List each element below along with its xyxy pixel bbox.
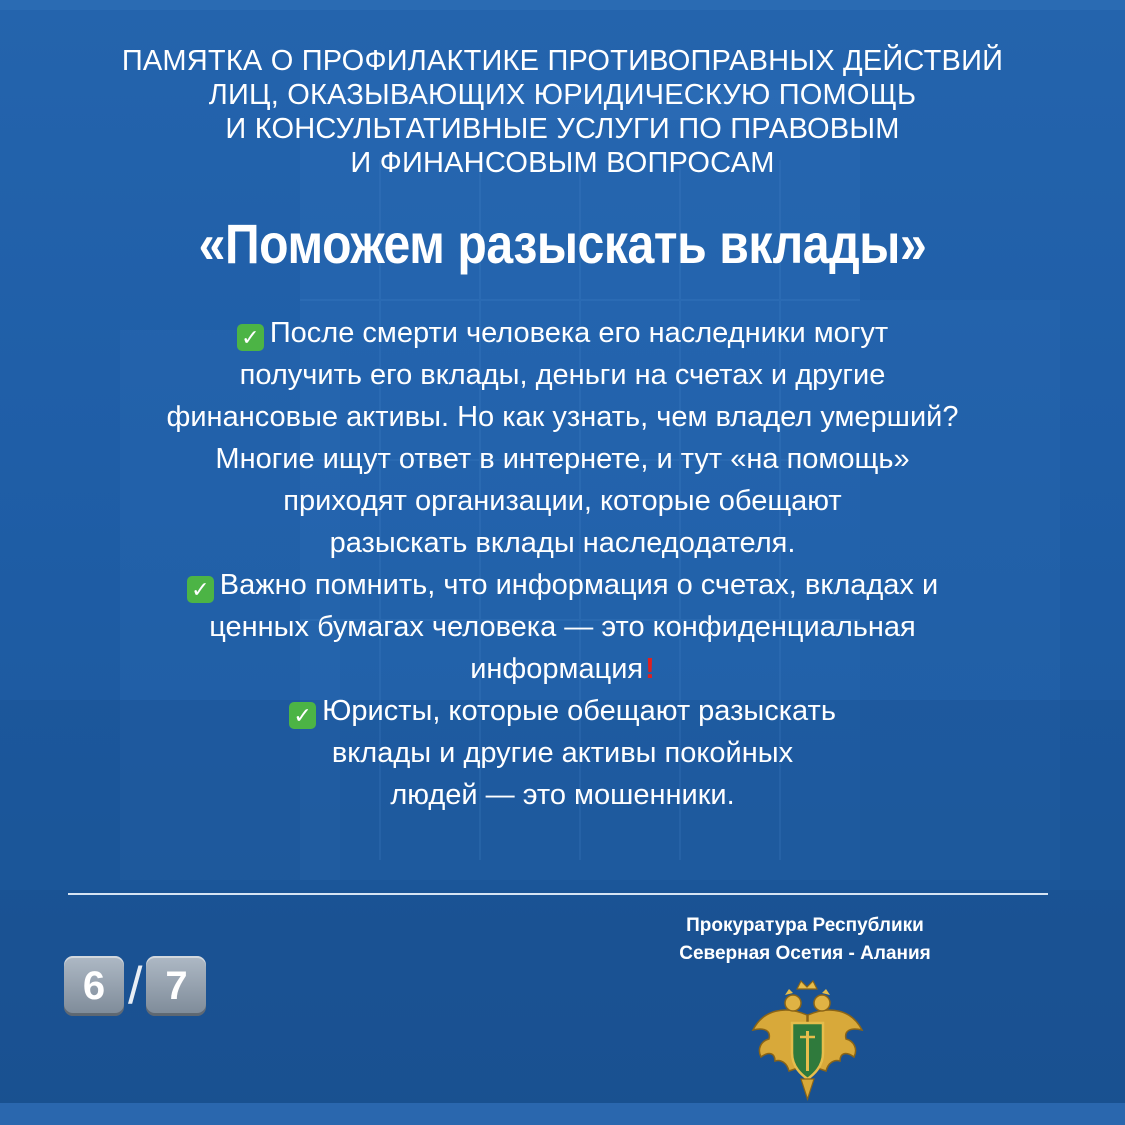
body-line: Многие ищут ответ в интернете, и тут «на помощь» bbox=[215, 443, 910, 475]
body-line: получить его вклады, деньги на счетах и другие bbox=[239, 359, 886, 391]
body-line: приходят организации, которые обещают bbox=[283, 485, 842, 517]
body-line: людей — это мошенники. bbox=[390, 779, 735, 811]
page-indicator bbox=[64, 955, 206, 1017]
body-line: ✓ После смерти человека его наследники могут bbox=[40, 312, 1085, 354]
page-total-keycap: 7 bbox=[146, 956, 206, 1016]
bottom-strip bbox=[0, 1103, 1125, 1125]
body-line: вклады и другие активы покойных bbox=[331, 737, 794, 769]
body-line: финансовые активы. Но как узнать, чем владел умерший? bbox=[166, 401, 959, 433]
exclamation-icon: ! bbox=[645, 653, 655, 685]
divider bbox=[68, 893, 1048, 895]
top-strip bbox=[0, 0, 1125, 10]
header-line: И КОНСУЛЬТАТИВНЫЕ УСЛУГИ ПО ПРАВОВЫМ bbox=[225, 113, 900, 145]
body-line: разыскать вклады наследодателя. bbox=[329, 527, 796, 559]
page-separator: / bbox=[128, 957, 143, 1015]
header-line: ЛИЦ, ОКАЗЫВАЮЩИХ ЮРИДИЧЕСКУЮ ПОМОЩЬ bbox=[208, 79, 917, 111]
check-mark-icon: ✓ bbox=[289, 702, 316, 729]
prosecutor-emblem-icon bbox=[745, 975, 870, 1103]
body-line: ✓ Юристы, которые обещают разыскать bbox=[40, 690, 1085, 732]
page-title: «Поможем разыскать вклады» bbox=[198, 212, 927, 275]
body-line: ✓ Важно помнить, что информация о счетах, вкладах и bbox=[40, 564, 1085, 606]
check-mark-icon: ✓ bbox=[237, 324, 264, 351]
memo-header bbox=[20, 44, 1105, 180]
org-line-1: Прокуратура Республики bbox=[686, 915, 924, 936]
org-line-2: Северная Осетия - Алания bbox=[679, 943, 931, 964]
check-mark-icon: ✓ bbox=[187, 576, 214, 603]
body-line: ценных бумагах человека — это конфиденциальная bbox=[209, 611, 916, 643]
page-current-keycap: 6 bbox=[64, 956, 124, 1016]
organization-name bbox=[620, 912, 990, 968]
header-line: ПАМЯТКА О ПРОФИЛАКТИКЕ ПРОТИВОПРАВНЫХ ДЕЙСТВИЙ bbox=[121, 45, 1004, 77]
body-line: информация! bbox=[470, 653, 655, 685]
header-line: И ФИНАНСОВЫМ ВОПРОСАМ bbox=[350, 147, 775, 179]
memo-body bbox=[40, 312, 1085, 816]
